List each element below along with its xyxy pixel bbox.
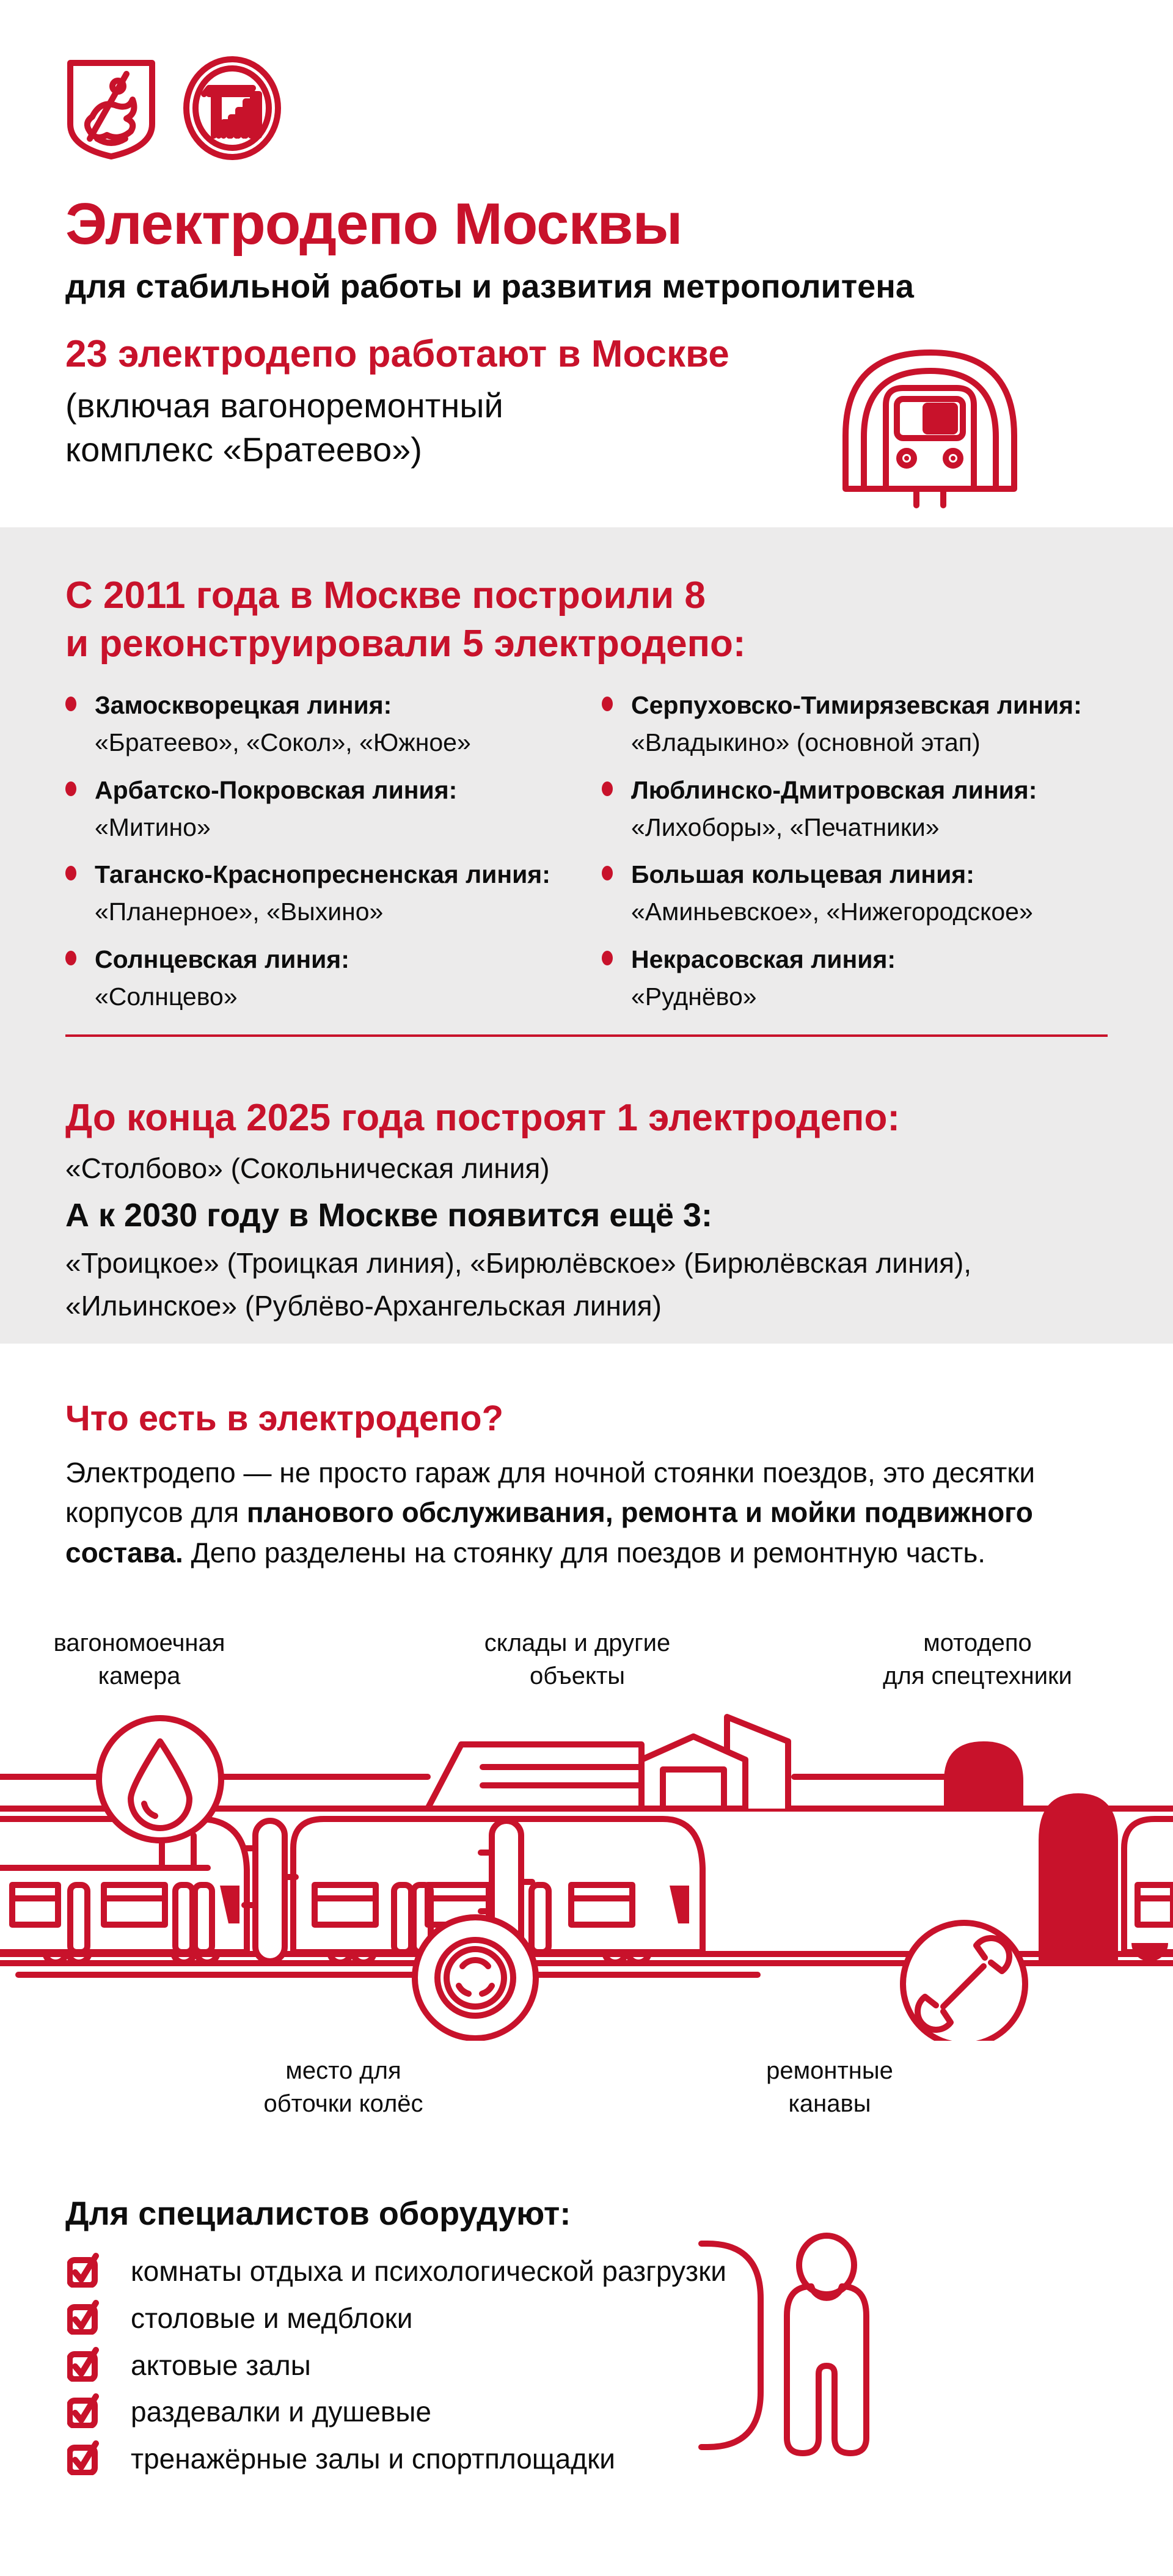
list-item — [65, 774, 585, 844]
list-item — [67, 2394, 751, 2431]
label-line: канавы — [788, 2090, 871, 2117]
list-item — [602, 774, 1121, 844]
list-item — [67, 2253, 751, 2290]
intro-note-line1: (включая вагоноремонтный — [65, 386, 503, 425]
depots-2030-line1: «Троицкое» (Троицкая линия), «Бирюлёвское» (Бирюлёвская линия), — [65, 1247, 972, 1279]
heading-2025: До конца 2025 года построят 1 электродепо: — [65, 1097, 901, 1139]
what-heading: Что есть в электродепо? — [65, 1399, 504, 1438]
heading-2030: А к 2030 году в Москве появится ещё 3: — [65, 1197, 712, 1234]
bullet-icon — [65, 781, 76, 796]
what-paragraph — [65, 1453, 1104, 1573]
metro-tunnel-train-icon — [838, 345, 1021, 513]
checkbox-icon — [67, 2298, 99, 2335]
depot-names: «Руднёво» — [631, 982, 757, 1011]
section-divider — [65, 1034, 1108, 1037]
depot-names: «Братеево», «Сокол», «Южное» — [95, 728, 471, 757]
paragraph-text: Депо разделены на стоянку для поездов и ремонтную часть. — [183, 1536, 986, 1568]
label-line: склады и другие — [484, 1630, 671, 1656]
line-name: Люблинско-Дмитровская линия: — [631, 775, 1037, 804]
depot-names: «Солнцево» — [95, 982, 238, 1011]
moscow-coat-of-arms-icon — [65, 58, 157, 161]
facilities-list — [67, 2253, 751, 2488]
worker-figure-icon — [696, 2230, 880, 2462]
label-line: обточки колёс — [263, 2090, 423, 2117]
bullet-icon — [65, 866, 76, 880]
list-item — [602, 858, 1121, 929]
list-item — [67, 2347, 751, 2384]
list-item — [65, 689, 585, 759]
stroycomplex-logo-icon — [183, 56, 281, 160]
label-line: вагономоечная — [53, 1630, 225, 1656]
intro-headline: 23 электродепо работают в Москве — [65, 333, 729, 375]
line-name: Солнцевская линия: — [95, 945, 349, 973]
line-name: Замоскворецкая линия: — [95, 691, 392, 719]
label-repair-pits — [766, 2054, 893, 2120]
label-line: ремонтные — [766, 2057, 893, 2084]
line-name: Большая кольцевая линия: — [631, 860, 974, 889]
depot-names: «Владыкино» (основной этап) — [631, 728, 981, 757]
checkbox-icon — [67, 2391, 99, 2428]
built-list-left — [65, 689, 585, 1028]
list-item — [602, 689, 1121, 759]
facility-text: тренажёрные залы и спортплощадки — [131, 2443, 615, 2475]
label-wheel-turning — [263, 2054, 423, 2120]
bullet-icon — [65, 697, 76, 711]
list-item — [602, 943, 1121, 1014]
depot-names: «Митино» — [95, 813, 211, 841]
label-line: мотодепо — [923, 1630, 1032, 1656]
built-heading-line1: С 2011 года в Москве построили 8 — [65, 574, 706, 617]
label-line: место для — [285, 2057, 401, 2084]
paragraph-bold-text: планового обслуживания, ремонта и мойки подвижного состава. — [65, 1496, 1033, 1568]
checkbox-icon — [67, 2439, 99, 2475]
page-title: Электродепо Москвы — [65, 191, 682, 257]
depot-names: «Лихоборы», «Печатники» — [631, 813, 940, 841]
checkbox-icon — [67, 2251, 99, 2288]
list-item — [65, 943, 585, 1014]
built-list-right — [602, 689, 1121, 1028]
line-name: Некрасовская линия: — [631, 945, 896, 973]
label-warehouses — [484, 1626, 671, 1692]
facility-text: актовые залы — [131, 2349, 311, 2381]
paragraph-text: Электродепо — не просто гараж для ночной стоянки поездов, это десятки корпусов для — [65, 1457, 1036, 1529]
label-line: камера — [98, 1663, 181, 1689]
list-item — [67, 2441, 751, 2478]
bullet-icon — [602, 781, 613, 796]
facility-text: раздевалки и душевые — [131, 2396, 431, 2428]
bullet-icon — [602, 697, 613, 711]
bullet-icon — [602, 866, 613, 880]
facility-text: столовые и медблоки — [131, 2302, 413, 2334]
list-item — [65, 858, 585, 929]
checkbox-icon — [67, 2345, 99, 2382]
depot-2025: «Столбово» (Сокольническая линия) — [65, 1152, 550, 1184]
built-heading-line2: и реконструировали 5 электродепо: — [65, 623, 746, 665]
bullet-icon — [602, 951, 613, 965]
line-name: Таганско-Краснопресненская линия: — [95, 860, 550, 889]
label-wash-chamber — [54, 1626, 225, 1692]
depot-names: «Планерное», «Выхино» — [95, 898, 384, 926]
depots-2030-line2: «Ильинское» (Рублёво-Архангельская линия) — [65, 1290, 662, 1322]
intro-note-line2: комплекс «Братеево») — [65, 430, 422, 469]
depot-illustration — [0, 1699, 1173, 2041]
label-line: объекты — [529, 1663, 626, 1689]
line-name: Арбатско-Покровская линия: — [95, 775, 458, 804]
depot-names: «Аминьевское», «Нижегородское» — [631, 898, 1033, 926]
facility-text: комнаты отдыха и психологической разгрузки — [131, 2255, 726, 2287]
built-heading — [65, 571, 746, 668]
line-name: Серпуховско-Тимирязевская линия: — [631, 691, 1082, 719]
facilities-heading: Для специалистов оборудуют: — [65, 2195, 571, 2232]
list-item — [67, 2300, 751, 2337]
label-motodepot — [883, 1626, 1072, 1692]
page-subtitle: для стабильной работы и развития метрополитена — [65, 268, 914, 305]
label-line: для спецтехники — [883, 1663, 1072, 1689]
bullet-icon — [65, 951, 76, 965]
